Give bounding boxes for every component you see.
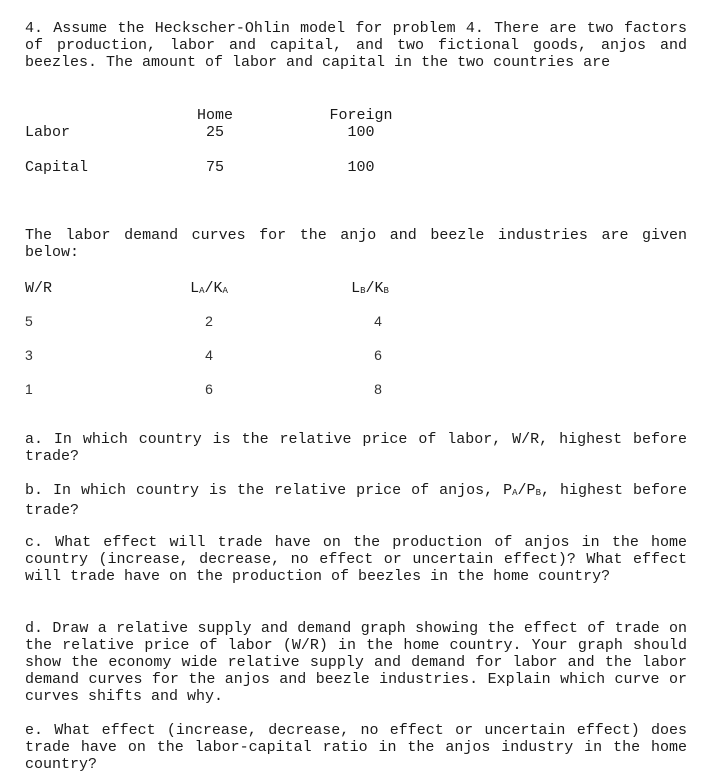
lb-kb-value: 6 — [374, 347, 382, 363]
col-header-foreign: Foreign — [329, 107, 393, 124]
wr-value: 3 — [25, 347, 33, 363]
lb-kb-value: 8 — [374, 381, 382, 397]
capital-home-value: 75 — [205, 159, 225, 176]
col-header-la-ka: LA/KA — [190, 280, 228, 297]
wr-value: 5 — [25, 313, 33, 329]
question-b: b. In which country is the relative price of anjos, PA/PB, highest before trade? — [25, 482, 688, 519]
row-label-capital: Capital — [25, 159, 89, 176]
labor-home-value: 25 — [205, 124, 225, 141]
question-a: a. In which country is the relative price of labor, W/R, highest before trade? — [25, 431, 687, 465]
problem-intro: 4. Assume the Heckscher-Ohlin model for problem 4. There are two factors of production, labor and capital, and two fictional goods, anjos and beezles. The amount of labor and capital in the two countries are — [25, 20, 687, 71]
col-header-home: Home — [196, 107, 234, 124]
labor-foreign-value: 100 — [347, 124, 375, 141]
question-c: c. What effect will trade have on the production of anjos in the home country (increase, decrease, no effect or uncertain effect)? What effect will trade have on the production of beezles in the home country? — [25, 534, 687, 585]
col-header-lb-kb: LB/KB — [351, 280, 389, 297]
labor-demand-text: The labor demand curves for the anjo and beezle industries are given below: — [25, 227, 687, 261]
la-ka-value: 2 — [205, 313, 213, 329]
la-ka-value: 6 — [205, 381, 213, 397]
question-d: d. Draw a relative supply and demand graph showing the effect of trade on the relative price of labor (W/R) in the home country. Your graph should show the economy wide relative supply and demand for labor and the labor demand curves for the anjos and beezle industries. Explain which curve or curves shifts and why. — [25, 620, 687, 705]
lb-kb-value: 4 — [374, 313, 382, 329]
question-e: e. What effect (increase, decrease, no effect or uncertain effect) does trade have on the labor-capital ratio in the anjos industry in the home country? — [25, 722, 687, 773]
la-ka-value: 4 — [205, 347, 213, 363]
row-label-labor: Labor — [25, 124, 71, 141]
capital-foreign-value: 100 — [347, 159, 375, 176]
col-header-wr: W/R — [25, 280, 53, 297]
wr-value: 1 — [25, 381, 33, 397]
